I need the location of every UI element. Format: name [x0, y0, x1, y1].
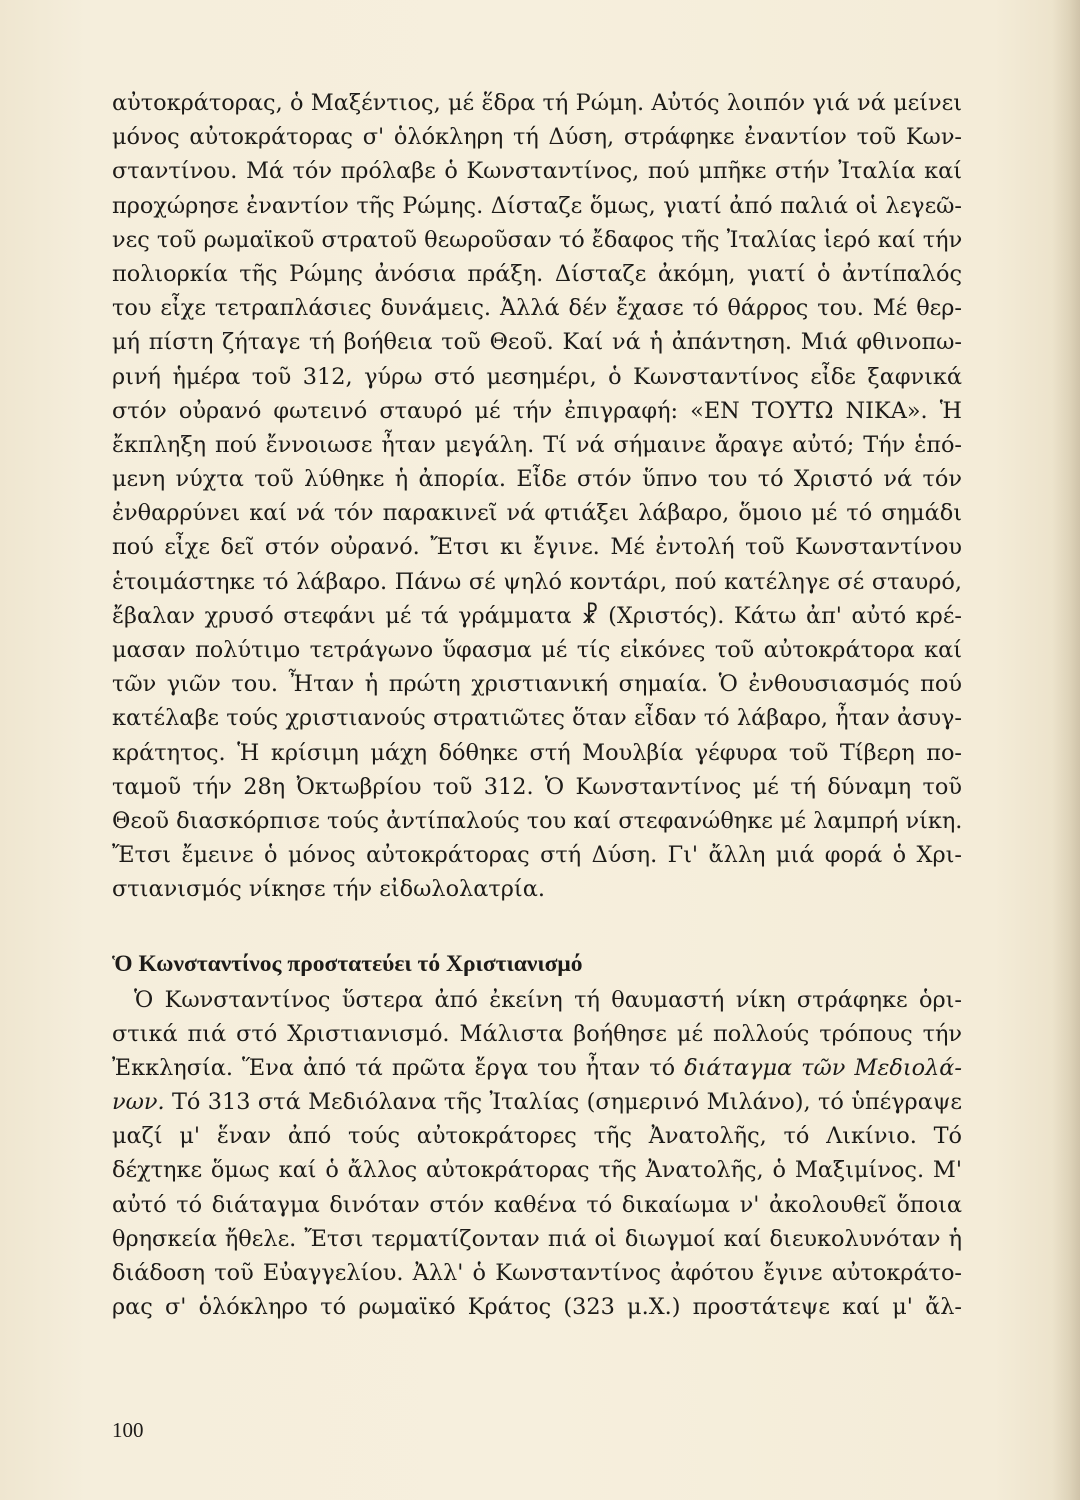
text-line: κατέλαβε τούς χριστιανούς στρατιῶτες ὅταν εἶδαν τό λάβαρο, ἦταν ἀσυγ-	[112, 705, 962, 732]
text-line: προχώρησε ἐναντίον τῆς Ρώμης. Δίσταζε ὅμως, γιατί ἀπό παλιά οἱ λεγεῶ-	[112, 192, 962, 219]
text-line: ρας σ' ὁλόκληρο τό ρωμαϊκό Κράτος (323 μ.Χ.) προστάτεψε καί μ' ἄλ-	[112, 1294, 962, 1321]
italic-term-end: νων.	[112, 1089, 165, 1116]
text-line: ταμοῦ τήν 28η Ὀκτωβρίου τοῦ 312. Ὁ Κωνσταντίνος μέ τή δύναμη τοῦ	[112, 773, 962, 800]
text-line: ἐνθαρρύνει καί νά τόν παρακινεῖ νά φτιάξει λάβαρο, ὅμοιο μέ τό σημάδι	[112, 500, 962, 527]
text-line-with-italic	[112, 1051, 962, 1085]
text-line: ἑτοιμάστηκε τό λάβαρο. Πάνω σέ ψηλό κοντάρι, πού κατέληγε σέ σταυρό,	[112, 568, 962, 595]
text-line: σταντίνου. Μά τόν πρόλαβε ὁ Κωνσταντίνος, πού μπῆκε στήν Ἰταλία καί	[112, 158, 962, 185]
paragraph-1	[112, 86, 962, 907]
text-line: διάδοση τοῦ Εὐαγγελίου. Ἀλλ' ὁ Κωνσταντίνος ἀφότου ἔγινε αὐτοκράτο-	[112, 1260, 962, 1286]
text-line: στόν οὐρανό φωτεινό σταυρό μέ τήν ἐπιγραφή: «ΕΝ ΤΟΥΤΩ ΝΙΚΑ». Ἡ	[112, 397, 962, 424]
text-line: στιανισμός νίκησε τήν εἰδωλολατρία.	[112, 876, 545, 903]
text-line: του εἶχε τετραπλάσιες δυνάμεις. Ἀλλά δέν ἔχασε τό θάρρος του. Μέ θερ-	[112, 295, 962, 322]
section-heading: Ὁ Κωνσταντίνος προστατεύει τό Χριστιανισμό	[112, 950, 583, 977]
text-line: τῶν γιῶν του. Ἦταν ἡ πρώτη χριστιανική σημαία. Ὁ ἐνθουσιασμός πού	[112, 671, 962, 698]
text-line: μόνος αὐτοκράτορας σ' ὁλόκληρη τή Δύση, στράφηκε ἐναντίον τοῦ Κων-	[112, 124, 962, 151]
text-line: δέχτηκε ὅμως καί ὁ ἄλλος αὐτοκράτορας τῆς Ἀνατολῆς, ὁ Μαξιμίνος. Μ'	[112, 1157, 962, 1184]
text-line: μή πίστη ζήταγε τή βοήθεια τοῦ Θεοῦ. Καί νά ἡ ἀπάντηση. Μιά φθινοπω-	[112, 329, 962, 356]
text-line: Θεοῦ διασκόρπισε τούς ἀντίπαλούς του καί στεφανώθηκε μέ λαμπρή νίκη.	[112, 807, 963, 834]
text-line: μασαν πολύτιμο τετράγωνο ὕφασμα μέ τίς εἰκόνες τοῦ αὐτοκράτορα καί	[112, 637, 962, 663]
text-line: νες τοῦ ρωμαϊκοῦ στρατοῦ θεωροῦσαν τό ἔδαφος τῆς Ἰταλίας ἱερό καί τήν	[112, 226, 963, 253]
text-line-chi-rho: ἔβαλαν χρυσό στεφάνι μέ τά γράμματα ☧ (Χριστός). Κάτω ἀπ' αὐτό κρέ-	[112, 602, 962, 629]
text-line: ρινή ἡμέρα τοῦ 312, γύρω στό μεσημέρι, ὁ Κωνσταντίνος εἶδε ξαφνικά	[112, 363, 962, 390]
text-line: στικά πιά στό Χριστιανισμό. Μάλιστα βοήθησε μέ πολλούς τρόπους τήν	[112, 1020, 962, 1047]
text-line: Ἔτσι ἔμεινε ὁ μόνος αὐτοκράτορας στή Δύση. Γι' ἄλλη μιά φορά ὁ Χρι-	[112, 842, 962, 869]
section-spacer	[112, 907, 962, 945]
text-line: πολιορκία τῆς Ρώμης ἀνόσια πράξη. Δίσταζε ἀκόμη, γιατί ὁ ἀντίπαλός	[112, 260, 962, 287]
text-line: αὐτοκράτορας, ὁ Μαξέντιος, μέ ἕδρα τή Ρώμη. Αὐτός λοιπόν γιά νά μείνει	[112, 90, 962, 116]
page-number: 100	[112, 1418, 144, 1442]
text-line: Ὁ Κωνσταντίνος ὕστερα ἀπό ἐκείνη τή θαυμαστή νίκη στράφηκε ὁρι-	[134, 986, 962, 1013]
text-line-with-italic	[112, 1085, 962, 1119]
text-line: μαζί μ' ἕναν ἀπό τούς αὐτοκράτορες τῆς Ἀνατολῆς, τό Λικίνιο. Τό	[112, 1123, 962, 1150]
text-line: κράτητος. Ἡ κρίσιμη μάχη δόθηκε στή Μουλβία γέφυρα τοῦ Τίβερη πο-	[112, 739, 962, 766]
page-edge-shadow	[1052, 0, 1080, 1500]
paragraph-2	[112, 983, 962, 1325]
text-span: Ἐκκλησία. Ἕνα ἀπό τά πρῶτα ἔργα του ἦταν τό	[112, 1054, 676, 1081]
text-line: αὐτό τό διάταγμα δινόταν στόν καθένα τό δικαίωμα ν' ἀκολουθεῖ ὅποια	[112, 1191, 962, 1218]
text-line: ἔκπληξη πού ἔννοιωσε ἦταν μεγάλη. Τί νά σήμαινε ἄραγε αὐτό; Τήν ἑπό-	[112, 431, 962, 458]
italic-term: διάταγμα τῶν Μεδιολά-	[684, 1054, 962, 1081]
text-body	[112, 86, 962, 1324]
text-span: Τό 313 στά Μεδιόλανα τῆς Ἰταλίας (σημερινό Μιλάνο), τό ὑπέγραψε	[164, 1089, 962, 1116]
text-line: πού εἶχε δεῖ στόν οὐρανό. Ἔτσι κι ἔγινε. Μέ ἐντολή τοῦ Κωνσταντίνου	[112, 534, 962, 561]
text-line: μενη νύχτα τοῦ λύθηκε ἡ ἀπορία. Εἶδε στόν ὕπνο του τό Χριστό νά τόν	[112, 466, 962, 493]
text-line: θρησκεία ἤθελε. Ἔτσι τερματίζονταν πιά οἱ διωγμοί καί διευκολυνόταν ἡ	[112, 1225, 962, 1252]
